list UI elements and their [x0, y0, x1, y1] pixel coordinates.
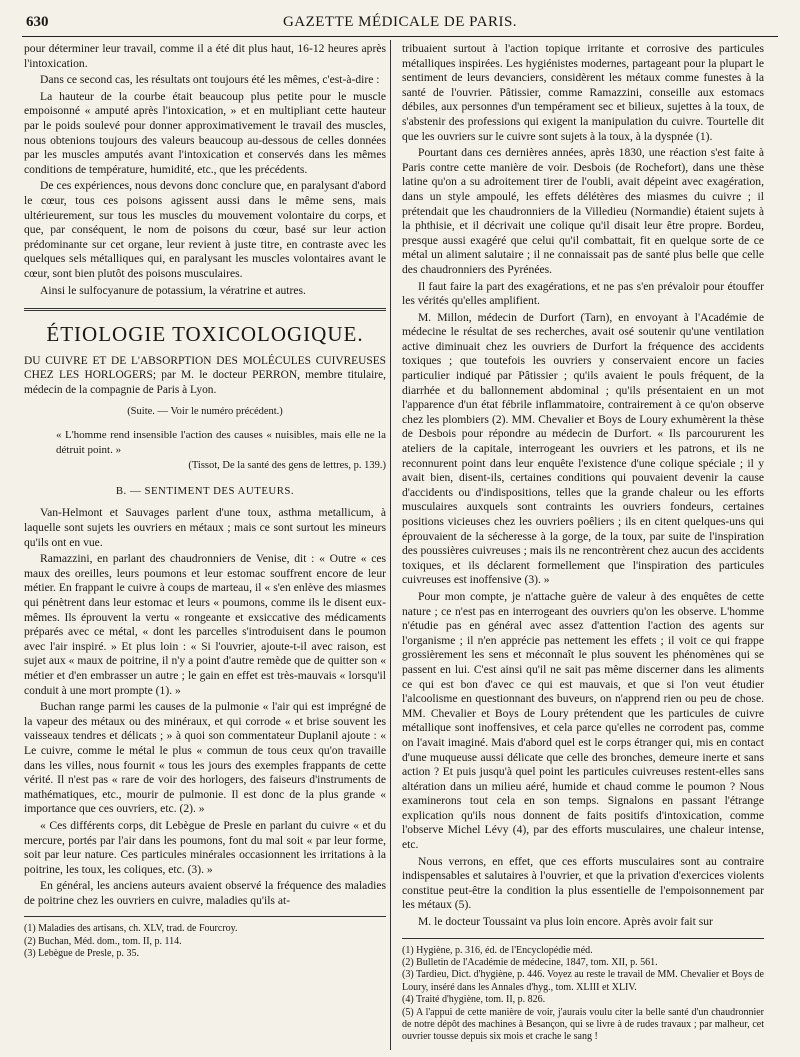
paragraph: Dans ce second cas, les résultats ont toujours été les mêmes, c'est-à-dire :	[40, 73, 380, 87]
epigraph: « L'homme rend insensible l'action des causes « nuisibles, mais elle ne la détruit point. »	[56, 429, 386, 456]
paragraph: Pour mon compte, je n'attache guère de valeur à des enquêtes de cette nature ; ce n'est pas en interrogeant des ouvriers qu'on les observe. L'homme n'étudie pas en général avec assez d'attention l'action des agents sur l'organisme ; il n'en apprécie pas nettement les effets ; il voit ce qui frappe grossièrement les sens et méconnaît le plus souvent les phénomènes qui se passent en lui. C'est ainsi qu'il ne sait pas même discerner dans les aliments ce qui est bon d'avec ce qui est mauvais, et que si l'on veut étudier l'alcoolisme en questionnant des buveurs, on n'apprend rien ou peu de chose. MM. Chevalier et Boys de Loury prétendent que les particules de cuivre métallique sont inoffensives, et cela parce qu'elles ne corrodent pas, comme on l'avait imaginé. Mais d'abord quel est le corps étranger qui, mis en contact d'une muqueuse aussi délicate que celle des bronches, demeure inerte et sans action ? Et puis jusqu'à quel point les particules cuivreuses restent-elles sans altération dans un milieu aéré, humide et chaud comme le poumon ? Nous examinerons tout cela en son temps. Signalons en passant l'étrange explication qu'ils nous donnent de faits positifs d'intoxication, comme l'observe Michel Lévy (4), par des efforts musculaires, une chaleur intense, etc.	[402, 589, 764, 852]
journal-title: GAZETTE MÉDICALE DE PARIS.	[282, 14, 518, 30]
page-header	[22, 8, 778, 36]
footnote: (1) Maladies des artisans, ch. XLV, trad. de Fourcroy.	[24, 923, 238, 935]
article-title-author: ; par M. le docteur PERRON, membre titulaire, médecin de la compagnie de Paris à Lyon.	[24, 369, 386, 396]
epigraph-source: (Tissot, De la santé des gens de lettres, p. 139.)	[188, 460, 386, 472]
paragraph: La hauteur de la courbe était beaucoup plus petite pour le muscle empoisonné « amputé après l'intoxication, » et en multipliant cette hauteur par le poids soulevé pour donner approximativement le travail des muscles, nous obtenions toujours des valeurs beaucoup au-dessous de celles données par les muscles amputés avant l'intoxication et conservés dans les mêmes conditions de température, humidité, etc., que les précédents.	[24, 89, 386, 176]
article-title-main: DU CUIVRE ET DE L'ABSORPTION DES MOLÉCULES CUIVREUSES CHEZ LES HORLOGERS	[24, 354, 386, 382]
paragraph: Ramazzini, en parlant des chaudronniers de Venise, dit : « Outre « ces maux des oreilles, leurs poumons et leur estomac souffrent encore de leur métier. En frappant le cuivre à coups de marteau, il « s'en enlève des miasmes qui pénètrent dans leur estomac et leurs « poumons, comme ils le disent eux-mêmes. Ils éprouvent la vertu « rongeante et exsiccative des médicaments préparés avec ce métal, « dont les parcelles s'introduisent dans le poumon avec l'air inspiré. » Et plus loin : « Si l'ouvrier, ajoute-t-il avec raison, est sujet aux « maux de poitrine, il n'y a point d'autre remède que de quitter son « métier et d'en embrasser un autre ; le gain en effet est très-mauvais « lorsqu'il conduit à une mort prompte (1). »	[24, 552, 386, 697]
footnote: (1) Hygiène, p. 316, éd. de l'Encyclopédie méd.	[402, 944, 593, 956]
paragraph: Pourtant dans ces dernières années, après 1830, une réaction s'est faite à Paris contre cette manière de voir. Desbois (de Rochefort), dans une thèse latine qu'on a su adroitement tirer de l'oubli, avait dépeint avec exagération, dans un style ampoulé, les effets délétères des miasmes du cuivre ; il prétendait que les chaudronniers de la Villedieu (Normandie) étaient sujets à la phthisie, et il décrivait une colique qu'il disait leur être propre. Bordeu, presque aussi exagéré que celui qu'il combattait, fit en quelque sorte de ce métal un aliment salutaire ; il ne connaissait pas de santé plus belle que celle des chaudronniers des Pyrénées.	[402, 146, 764, 276]
paragraph: M. Millon, médecin de Durfort (Tarn), en envoyant à l'Académie de médecine le résultat de ses recherches, avait osé soutenir qu'une ventilation active diminuait chez les ouvriers de Durfort la fréquence des accidents toxiques ; que toutefois les ouvriers y conservaient encore un facies particulier indiqué par Pâtissier ; qu'ils avaient le pouls fréquent, de la diarrhée et du ballonnement abdominal ; qu'ils présentaient en un mot l'apparence d'un état fébrile inflammatoire, contrairement à ce qu'on observe chez les plombiers (2). MM. Chevalier et Boys de Loury exhumèrent la thèse de Desbois pour répondre au médecin de Durfort. « Ils parcoururent les ateliers de la capitale, interrogeant les ouvriers et les patrons, et ils ne reconnurent point dans leur enquête l'existence d'une colique spéciale ; il y avait bien, disent-ils, certaines conditions qui pouvaient devenir la cause d'accidents ou d'indispositions, telles que la grande chaleur ou les efforts musculaires auxquels sont contraints les ouvriers fondeurs, certaines positions vicieuses chez les ouvriers poêliers ; ils en citent quelques-uns qui éprouvaient de la sécheresse à la gorge, de la toux, par suite de l'inspiration des poussières cuivreuses ; mais ils ne rencontrèrent chez aucun des accidents toxiques, et ils déclarent formellement que l'inspiration des particules cuivreuses est inoffensive (3). »	[402, 310, 764, 587]
paragraph: Van-Helmont et Sauvages parlent d'une toux, asthma metallicum, à laquelle sont sujets les ouvriers en métaux ; mais ce sont surtout les mineurs qu'ils ont en vue.	[24, 506, 386, 549]
paragraph: Ainsi le sulfocyanure de potassium, la vératrine et autres.	[40, 283, 306, 297]
paragraph: pour déterminer leur travail, comme il a été dit plus haut, 16-12 heures après l'intoxication.	[24, 42, 386, 70]
paragraph: « Ces différents corps, dit Lebègue de Presle en parlant du cuivre « et du mercure, portés par l'air dans les poumons, font du mal soit « par leur forme, soit par leur nature. Ces particules minérales occasionnent les irritations à la poitrine, les toux, les coliques, etc. (3). »	[24, 818, 386, 876]
column-divider	[390, 40, 391, 1050]
footnotes	[402, 945, 764, 1044]
left-column	[24, 42, 386, 1047]
paragraph: Il faut faire la part des exagérations, et ne pas s'en prévaloir pour étouffer les vérités qu'elles amplifient.	[402, 279, 764, 308]
paragraph: M. le docteur Toussaint va plus loin encore. Après avoir fait sur	[418, 915, 713, 929]
footnote: (4) Traité d'hygiène, tom. II, p. 826.	[402, 994, 546, 1006]
page-number: 630	[26, 14, 49, 30]
footnote: (2) Bulletin de l'Académie de médecine, 1847, tom. XII, p. 561.	[402, 957, 658, 969]
paragraph: Nous verrons, en effet, que ces efforts musculaires sont au contraire indispensables et salutaires à l'ouvrier, et que la privation d'exercices violents constitue peut-être la condition la plus essentielle de l'empoisonnement par les métaux (5).	[402, 854, 764, 912]
header-rule	[22, 36, 778, 37]
paragraph: De ces expériences, nous devons donc conclure que, en paralysant d'abord le cœur, tous ces poisons agissent aussi dans le même sens, mais ultérieurement, sur tous les muscles du mouvement volontaire du corps, et que, par conséquent, le nom de poisons du cœur, basé sur leur action prédominante sur cet organe, leur revient à juste titre, en contraste avec les quelques sels métalliques qui, en paralysant les muscles volontaires avant le cœur, sont bien plutôt des poisons musculaires.	[24, 179, 386, 280]
paragraph: tribuaient surtout à l'action topique irritante et corrosive des particules métalliques inspirées. Les hygiénistes modernes, partageant pour la plupart le sentiment de leurs devanciers, considèrent les métaux comme funestes à la santé de l'ouvrier. Pâtissier, comme Ramazzini, conseille aux estomacs débiles, aux personnes d'un tempérament sec et bilieux, sujettes à la toux, de s'abstenir des professions qui exigent la manipulation du cuivre. Tourtelle dit que les ouvriers sur le cuivre sont sujets à la toux, à la dyspnée (1).	[402, 42, 764, 143]
footnote: (5) A l'appui de cette manière de voir, j'aurais voulu citer la belle santé d'un chaudronnier de notre dépôt des machines à Besançon, qui se livre à de rudes travaux ; par malheur, cet ouvrier tousse depuis six mois et crache le sang !	[402, 1006, 764, 1043]
article-title	[24, 354, 386, 398]
footnotes	[24, 923, 386, 960]
paragraph: Buchan range parmi les causes de la pulmonie « l'air qui est imprégné de la vapeur des métaux ou des minéraux, et qui corrode « et brise souvent les vaisseaux tendres et délicats ; » à quoi son commentateur Duplanil ajoute : « Le cuivre, comme le métal le plus « commun de tous ceux qu'on travaille dans les villes, nous fournit « tous les jours des exemples frappants de cette vérité. Il n'est pas « rare de voir des horlogers, des faiseurs d'instruments de mathématiques, etc., mourir de pulmonie. Il est donc de la plus grande « importance que ces ouvriers, etc. (2). »	[24, 700, 386, 816]
paragraph: En général, les anciens auteurs avaient observé la fréquence des maladies de poitrine chez les ouvriers en cuivre, maladies qu'ils at-	[24, 879, 386, 907]
section-separator	[24, 308, 386, 311]
subheading: B. — SENTIMENT DES AUTEURS.	[115, 484, 295, 497]
footnote: (2) Buchan, Méd. dom., tom. II, p. 114.	[24, 935, 182, 947]
right-column	[402, 42, 764, 1047]
footnote-separator	[402, 938, 764, 939]
footnote: (3) Lebègue de Presle, p. 35.	[24, 948, 139, 960]
section-title: ÉTIOLOGIE TOXICOLOGIQUE.	[46, 322, 364, 347]
footnote-separator	[24, 916, 386, 917]
footnote: (3) Tardieu, Dict. d'hygiène, p. 446. Voyez au reste le travail de MM. Chevalier et Boys de Loury, inséré dans les Annales d'hyg., tom. XLIII et XLIV.	[402, 969, 764, 993]
continuation-note: (Suite. — Voir le numéro précédent.)	[127, 406, 283, 418]
